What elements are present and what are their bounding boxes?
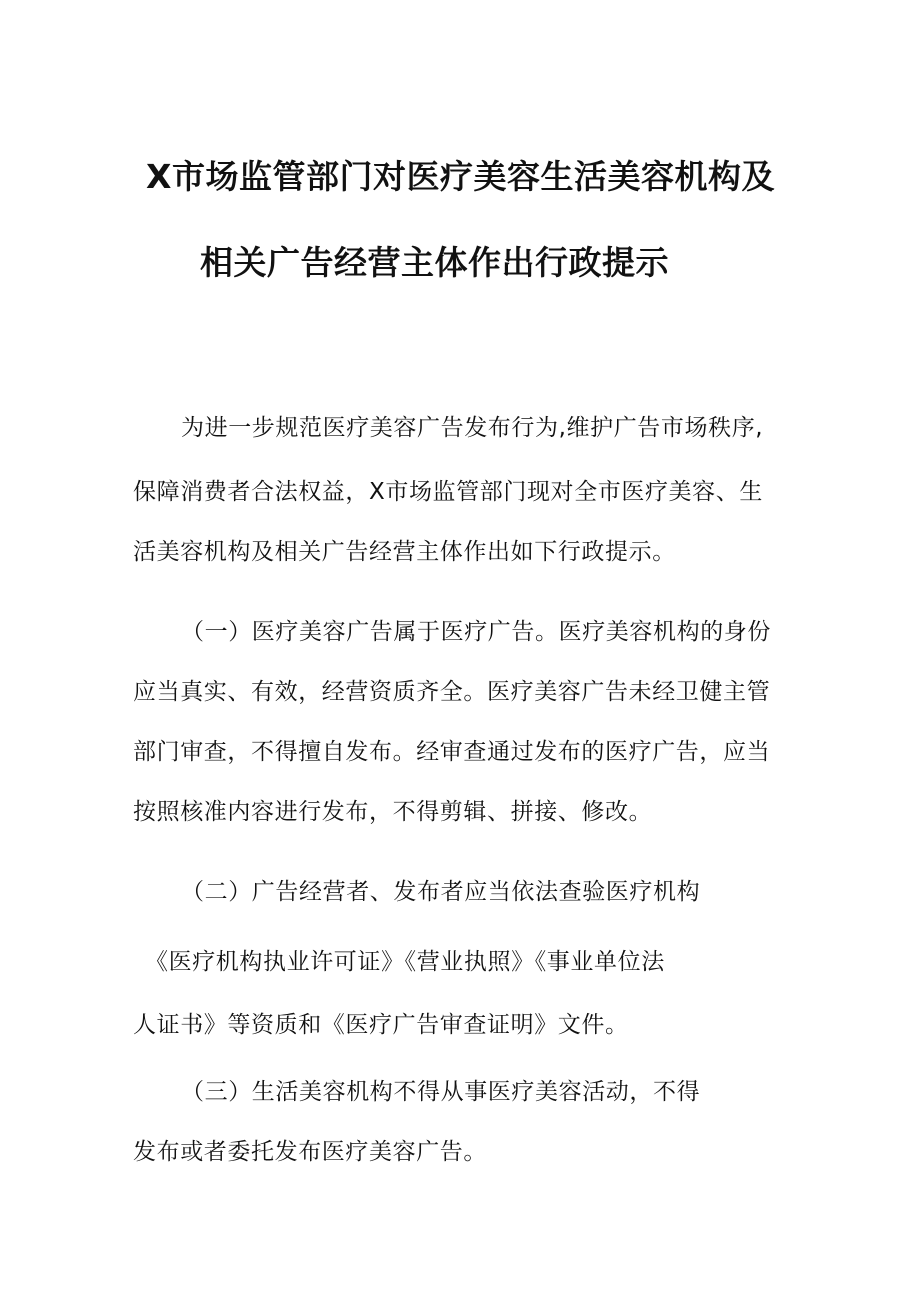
item-1-line: 部门审查，不得擅自发布。经审查通过发布的医疗广告，应当 [133, 739, 771, 765]
item-2-line: （二）广告经营者、发布者应当依法查验医疗机构 [181, 879, 701, 905]
item-1-line: 应当真实、有效，经营资质齐全。医疗美容广告未经卫健主管 [133, 679, 771, 705]
item-2-line: 《医疗机构执业许可证》《营业执照》《事业单位法 [145, 949, 665, 975]
document-title-line-2: 相关广告经营主体作出行政提示 [200, 243, 669, 282]
document-title-line-1: X市场监管部门对医疗美容生活美容机构及 [146, 157, 775, 196]
intro-line: 活美容机构及相关广告经营主体作出如下行政提示。 [133, 539, 676, 565]
item-3-line: （三）生活美容机构不得从事医疗美容活动，不得 [181, 1079, 701, 1105]
intro-line: 为进一步规范医疗美容广告发布行为,维护广告市场秩序, [181, 415, 764, 441]
item-1-line: 按照核准内容进行发布，不得剪辑、拼接、修改。 [133, 799, 653, 825]
item-2-line: 人证书》等资质和《医疗广告审查证明》文件。 [133, 1012, 629, 1038]
item-3-line: 发布或者委托发布医疗美容广告。 [133, 1139, 487, 1165]
intro-line: 保障消费者合法权益，X市场监管部门现对全市医疗美容、生 [133, 479, 763, 505]
item-1-line: （一）医疗美容广告属于医疗广告。医疗美容机构的身份 [181, 619, 771, 645]
